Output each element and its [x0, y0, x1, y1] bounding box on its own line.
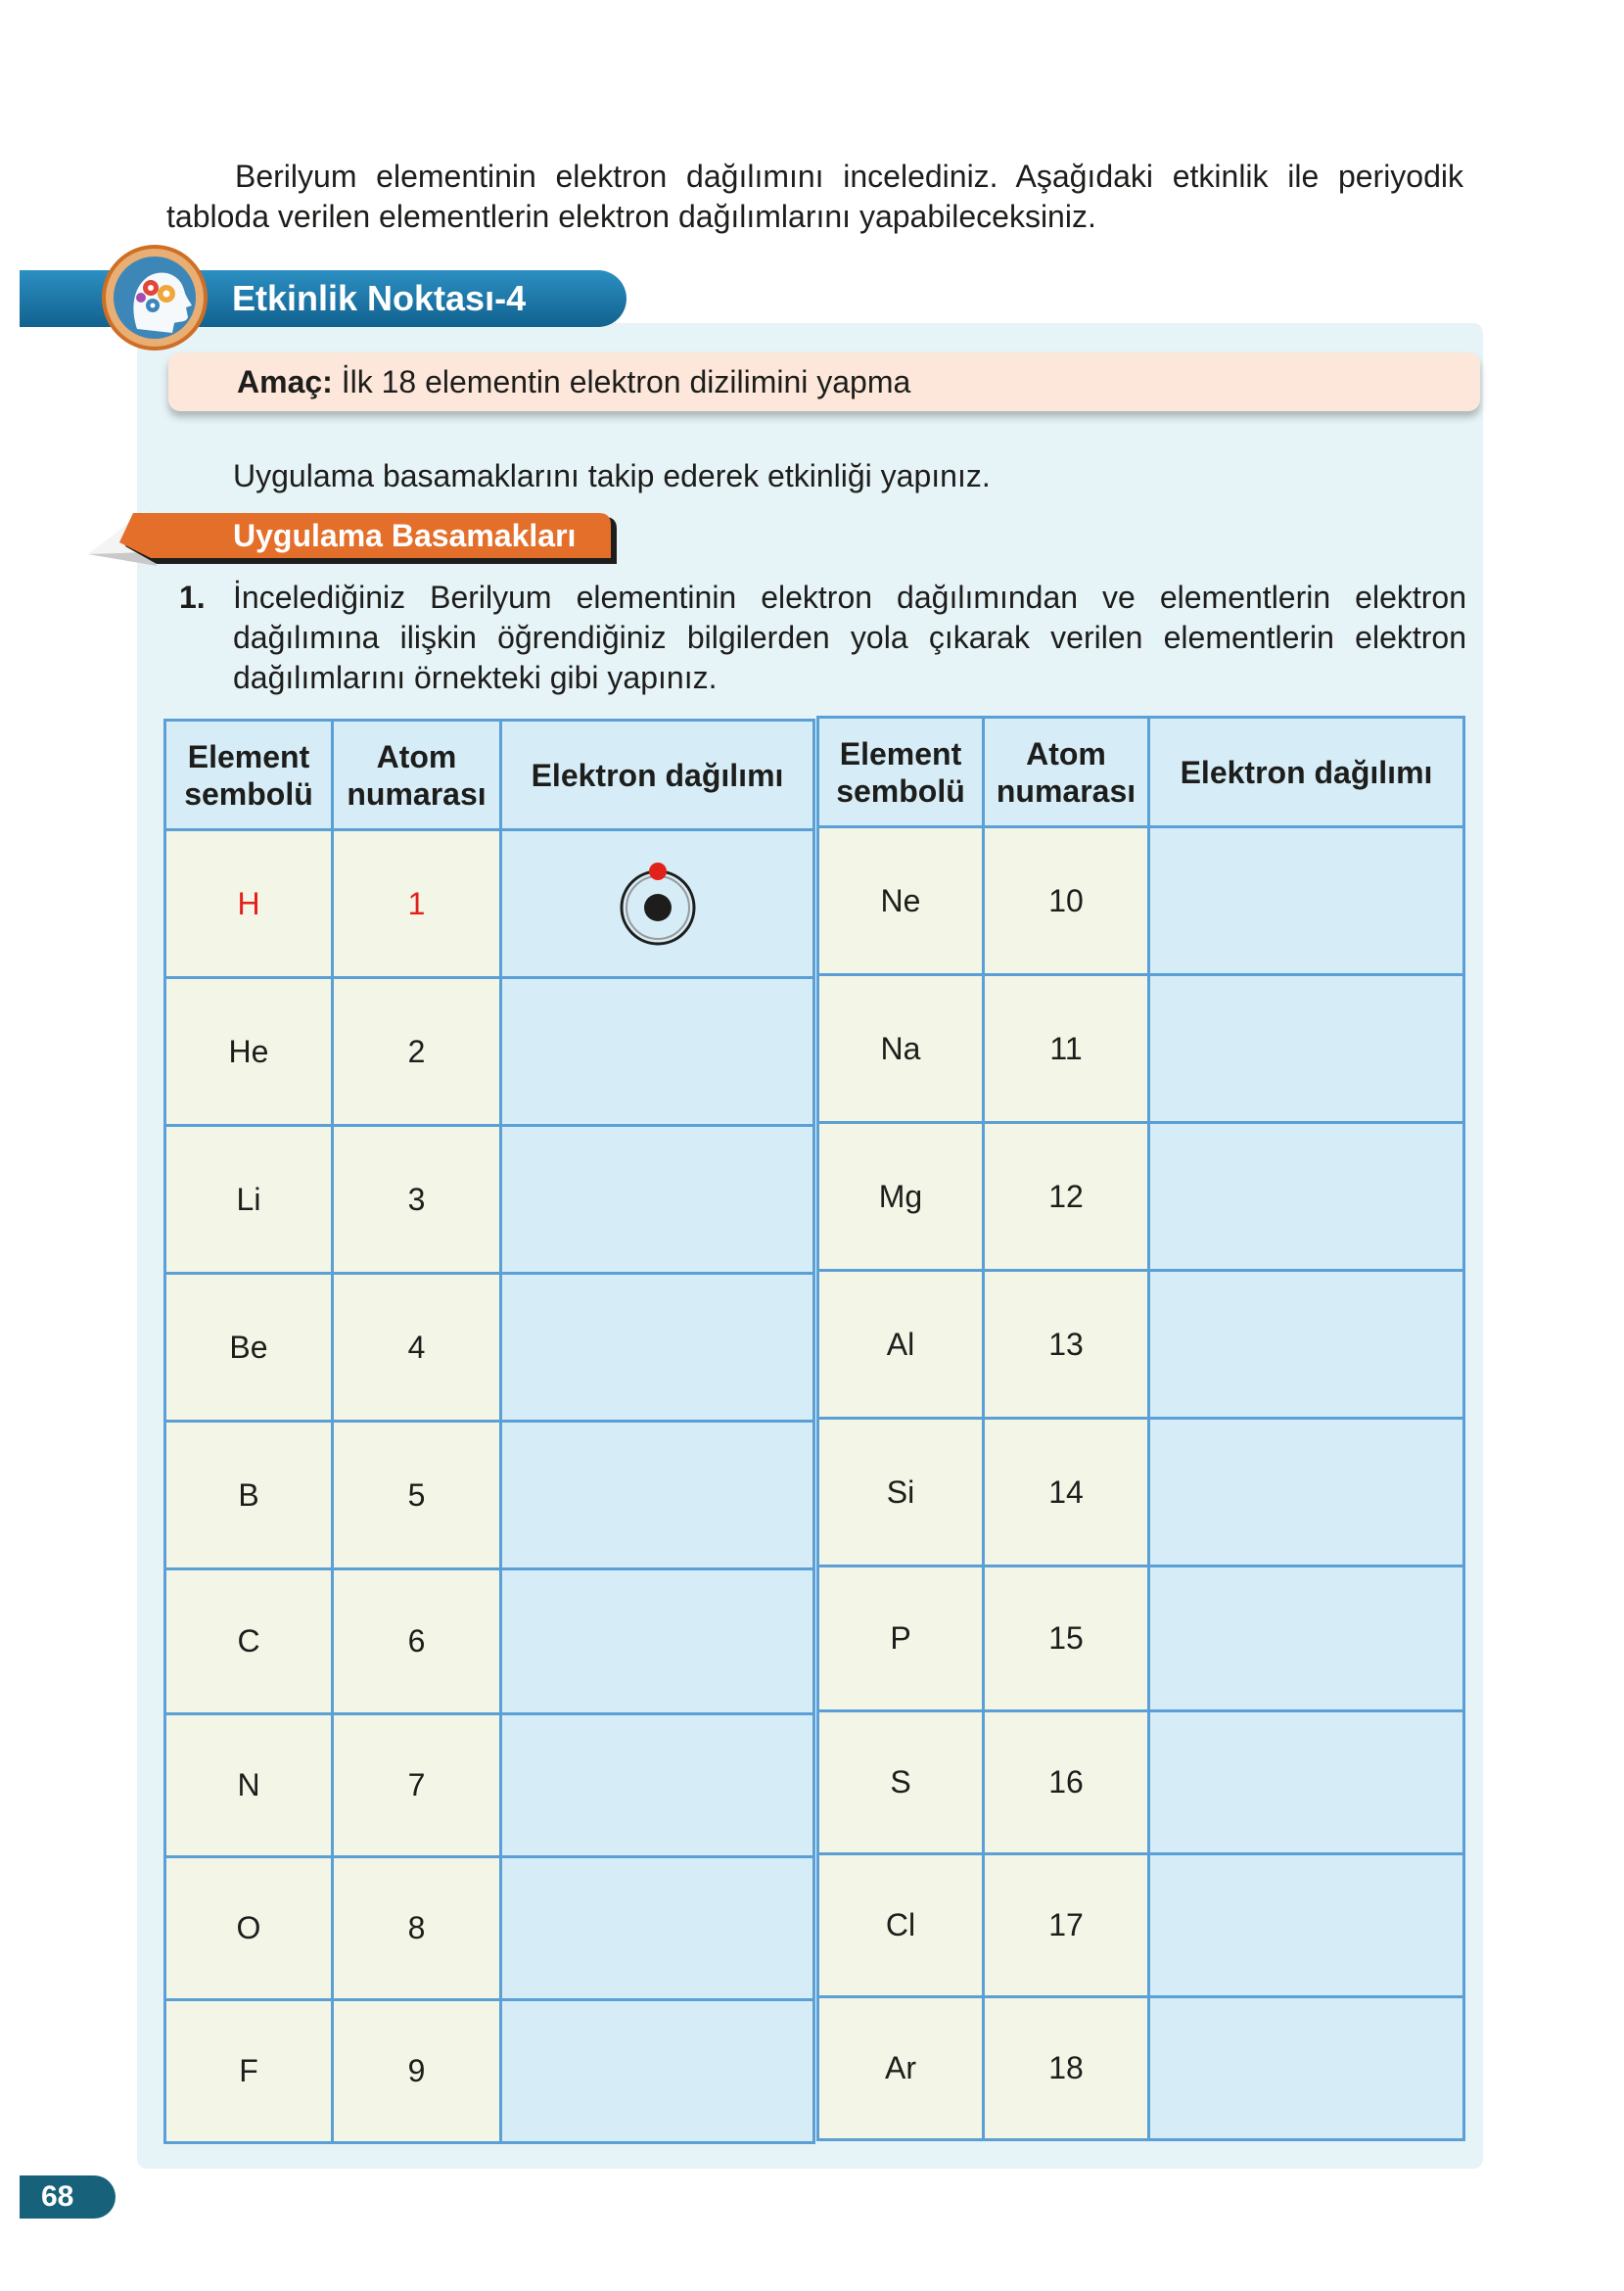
instruction-text: Uygulama basamaklarını takip ederek etkinliği yapınız.: [233, 458, 991, 493]
table-row: [165, 1422, 814, 1569]
page-number: 68: [20, 2175, 116, 2219]
header-atom-number: Atom numarası: [333, 721, 501, 830]
hydrogen-atom-model-icon: [614, 857, 702, 951]
atom-number: 13: [984, 1271, 1149, 1419]
table-row: [818, 975, 1464, 1123]
element-table-right: [816, 716, 1465, 2141]
atom-number: 10: [984, 827, 1149, 975]
activity-title: Etkinlik Noktası-4: [232, 278, 527, 318]
table-row: [818, 1711, 1464, 1854]
element-symbol: Ne: [818, 827, 984, 975]
atom-number: 2: [333, 978, 501, 1126]
electron-distribution-cell[interactable]: [501, 2000, 814, 2143]
element-symbol: N: [165, 1714, 333, 1857]
electron-distribution-cell[interactable]: [1149, 1566, 1464, 1711]
header-element-symbol: Element sembolü: [165, 721, 333, 830]
electron-distribution-cell[interactable]: [1149, 1997, 1464, 2140]
atom-number: 6: [333, 1569, 501, 1714]
table-row: [165, 830, 814, 978]
table-row: [165, 1857, 814, 2000]
atom-number: 8: [333, 1857, 501, 2000]
electron-distribution-cell[interactable]: [501, 978, 814, 1126]
element-symbol: Be: [165, 1274, 333, 1422]
table-row: [165, 1126, 814, 1274]
goal-text: İlk 18 elementin elektron dizilimini yapma: [341, 364, 911, 399]
table-row: [165, 1569, 814, 1714]
element-symbol: He: [165, 978, 333, 1126]
table-row: [818, 1997, 1464, 2140]
electron-distribution-cell[interactable]: [1149, 975, 1464, 1123]
step-1: [179, 578, 1466, 698]
electron-distribution-cell[interactable]: [1149, 1419, 1464, 1566]
atom-number: 1: [333, 830, 501, 978]
element-symbol: Na: [818, 975, 984, 1123]
header-element-symbol: Element sembolü: [818, 718, 984, 827]
electron-distribution-cell[interactable]: [501, 1126, 814, 1274]
element-symbol: B: [165, 1422, 333, 1569]
element-symbol: C: [165, 1569, 333, 1714]
table-row: [165, 2000, 814, 2143]
atom-number: 14: [984, 1419, 1149, 1566]
element-symbol: Cl: [818, 1854, 984, 1997]
element-symbol: O: [165, 1857, 333, 2000]
element-symbol: S: [818, 1711, 984, 1854]
electron-distribution-cell[interactable]: [501, 1569, 814, 1714]
header-electron-distribution: Elektron dağılımı: [1149, 718, 1464, 827]
table-row: [818, 1123, 1464, 1271]
element-symbol: Ar: [818, 1997, 984, 2140]
atom-number: 11: [984, 975, 1149, 1123]
intro-paragraph: Berilyum elementinin elektron dağılımını incelediniz. Aşağıdaki etkinlik ile periyodik tabloda verilen elementlerin elektron dağılımlarını yapabileceksiniz.: [166, 159, 1463, 234]
atom-number: 4: [333, 1274, 501, 1422]
steps-header-title: Uygulama Basamakları: [233, 518, 577, 553]
atom-number: 18: [984, 1997, 1149, 2140]
element-symbol: Mg: [818, 1123, 984, 1271]
table-row: [818, 827, 1464, 975]
table-row: [818, 1566, 1464, 1711]
table-row: [818, 1419, 1464, 1566]
header-electron-distribution: Elektron dağılımı: [501, 721, 814, 830]
electron-distribution-cell: [501, 830, 814, 978]
electron-distribution-cell[interactable]: [501, 1422, 814, 1569]
atom-number: 9: [333, 2000, 501, 2143]
step-number: 1.: [179, 580, 206, 615]
electron-distribution-cell[interactable]: [501, 1274, 814, 1422]
element-table-left: [163, 719, 815, 2144]
table-row: [165, 1714, 814, 1857]
goal-box: [168, 352, 1480, 411]
element-symbol: Si: [818, 1419, 984, 1566]
element-symbol: F: [165, 2000, 333, 2143]
electron-distribution-cell[interactable]: [1149, 1711, 1464, 1854]
electron-distribution-cell[interactable]: [1149, 1271, 1464, 1419]
element-symbol: H: [165, 830, 333, 978]
electron-distribution-cell[interactable]: [501, 1857, 814, 2000]
table-row: [818, 1271, 1464, 1419]
electron-distribution-cell[interactable]: [1149, 827, 1464, 975]
goal-label: Amaç:: [237, 364, 333, 399]
atom-number: 12: [984, 1123, 1149, 1271]
electron-distribution-cell[interactable]: [1149, 1854, 1464, 1997]
head-gears-icon: [102, 245, 208, 351]
table-row: [165, 978, 814, 1126]
atom-number: 17: [984, 1854, 1149, 1997]
atom-number: 3: [333, 1126, 501, 1274]
atom-number: 7: [333, 1714, 501, 1857]
table-row: [165, 1274, 814, 1422]
element-symbol: P: [818, 1566, 984, 1711]
atom-number: 15: [984, 1566, 1149, 1711]
atom-number: 16: [984, 1711, 1149, 1854]
electron-distribution-cell[interactable]: [1149, 1123, 1464, 1271]
electron-distribution-cell[interactable]: [501, 1714, 814, 1857]
element-symbol: Al: [818, 1271, 984, 1419]
table-row: [818, 1854, 1464, 1997]
step-text: İncelediğiniz Berilyum elementinin elektron dağılımından ve elementlerin elektron dağılımına ilişkin öğrendiğiniz bilgilerden yola çıkarak verilen elementlerin elektron dağılımlarını örnekteki gibi yapınız.: [233, 580, 1466, 695]
header-atom-number: Atom numarası: [984, 718, 1149, 827]
atom-number: 5: [333, 1422, 501, 1569]
element-symbol: Li: [165, 1126, 333, 1274]
